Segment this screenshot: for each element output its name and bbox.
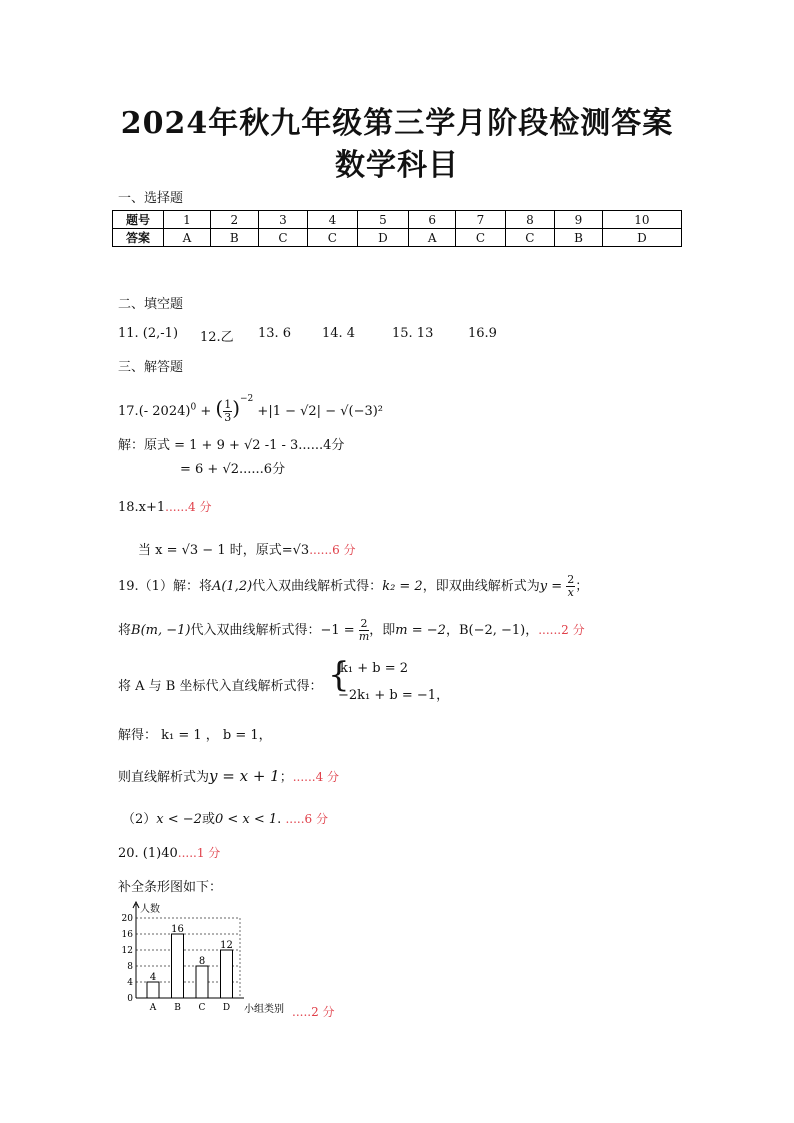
fill-answer-11: 11. (2,-1) [118, 326, 179, 341]
x-tick-label: C [198, 1003, 206, 1013]
q17-solution-line1: 解：原式 = 1 + 9 + √2 -1 - 3......4分 [118, 438, 345, 453]
bar-A [147, 982, 159, 998]
q19-k2: k₂ = 2 [382, 579, 423, 594]
q17-frac-den: 3 [224, 411, 232, 424]
answer-cell: B [555, 229, 603, 247]
page-subtitle: 数学科目 [335, 148, 459, 183]
q20-mark2: .....2 分 [292, 1005, 335, 1019]
row-header-answer: 答案 [113, 229, 164, 247]
q19-range2: 0 < x < 1 [214, 812, 278, 827]
q17-plus: + [200, 404, 212, 419]
q19-line1-end: ； [575, 579, 589, 594]
q20-line2: 补全条形图如下： [118, 880, 223, 895]
y-tick-label: 16 [121, 930, 133, 940]
question-number: 9 [555, 211, 603, 229]
q19-frac1-num: 2 [567, 573, 575, 586]
y-tick-label: 0 [127, 994, 133, 1004]
answer-cell: C [505, 229, 554, 247]
q19-frac1-den: x [567, 586, 574, 599]
q17-rest: +|1 − √2| − √(−3)² [257, 404, 384, 419]
answer-cell: D [357, 229, 409, 247]
bar-value-label: 4 [149, 972, 157, 983]
fill-answer-13: 13. 6 [258, 326, 292, 341]
q19-fraction-1 [566, 574, 575, 599]
answer-cell: D [602, 229, 681, 247]
y-tick-label: 20 [121, 914, 133, 924]
q19-line1 [118, 574, 588, 599]
q18-answer: 18.x+1 [118, 500, 166, 515]
q20-line1 [118, 844, 220, 861]
q19-y: y = [539, 579, 563, 594]
q19-line2 [118, 618, 585, 643]
question-number: 7 [456, 211, 505, 229]
q19-frac2-num: 2 [360, 617, 368, 630]
q17-expn2: −2 [240, 394, 254, 404]
answer-cell: B [210, 229, 258, 247]
q17-exp0: 0 [190, 402, 197, 413]
answer-cell: C [308, 229, 357, 247]
question-number: 10 [602, 211, 681, 229]
bar-value-label: 8 [198, 956, 206, 967]
q19-line6 [122, 808, 328, 827]
table-row [113, 229, 682, 247]
q19-mark6: .....6 分 [285, 812, 328, 826]
question-number: 4 [308, 211, 357, 229]
q19-point-a: A(1,2) [211, 579, 253, 594]
y-axis-label: 人数 [140, 904, 160, 915]
q19-point-b: B(m, −1) [131, 623, 191, 638]
x-tick-label: D [222, 1003, 231, 1013]
q18-line1 [118, 498, 212, 515]
bar-value-label: 12 [220, 940, 233, 951]
q19-line5 [118, 766, 339, 785]
q20-mark1: .....1 分 [177, 846, 221, 860]
q19-line4: 解得： k₁ = 1 ， b = 1， [118, 728, 272, 743]
x-tick-label: A [149, 1003, 157, 1013]
q19-range1: x < −2 [156, 812, 202, 827]
q19-eq2 [338, 684, 449, 703]
q19-line6-end: . [277, 812, 282, 827]
q17-term-a: (- 2024) [138, 404, 191, 419]
q19-eq2-text: −2k₁ + b = −1 [338, 688, 437, 703]
y-tick-label: 4 [127, 978, 133, 988]
q19-part2-label: （2） [122, 812, 157, 827]
fill-answer-15: 15. 13 [392, 326, 434, 341]
section2-heading: 二、填空题 [118, 297, 184, 312]
bar-C [196, 966, 208, 998]
q18-line2 [138, 539, 356, 558]
q19-line2-pre: 将 [118, 623, 132, 638]
q19-mark4: ......4 分 [292, 770, 340, 784]
q19-line3-end: ， [436, 688, 450, 703]
question-number: 6 [409, 211, 456, 229]
q18-mark2: ......6 分 [309, 543, 356, 557]
q17-fraction [223, 399, 232, 424]
question-number: 2 [210, 211, 258, 229]
q19-line5-end: ； [279, 770, 293, 785]
bar-B [172, 934, 184, 998]
q19-line1-pre: 19.（1）解：将 [118, 579, 212, 594]
q19-point-b-value: ，B(−2, −1)， [445, 623, 539, 638]
q19-line3-pre: 将 A 与 B 坐标代入直线解析式得： [118, 679, 323, 694]
q19-frac2-den: m [358, 630, 370, 643]
bar-value-label: 16 [171, 924, 184, 935]
x-tick-label: B [174, 1003, 181, 1013]
page-title: 2024年秋九年级第三学月阶段检测答案 [120, 106, 674, 141]
fill-answer-12: 12.乙 [200, 330, 234, 345]
bar-chart [116, 898, 346, 1020]
fill-answer-14: 14. 4 [322, 326, 356, 341]
q19-or: 或 [201, 812, 215, 827]
q18-evaluation: 当 x = √3 − 1 时，原式=√3 [138, 543, 310, 558]
answer-table [112, 210, 682, 247]
answer-cell: A [164, 229, 211, 247]
q19-fraction-2 [359, 618, 369, 643]
question-number: 5 [357, 211, 409, 229]
q19-line5-pre: 则直线解析式为 [118, 770, 210, 785]
q19-mark2: ......2 分 [538, 623, 585, 637]
q17-solution-line2: = 6 + √2......6分 [180, 462, 286, 477]
y-tick-label: 12 [121, 946, 133, 956]
q19-line1-mid: 代入双曲线解析式得： [252, 579, 383, 594]
section3-heading: 三、解答题 [118, 360, 184, 375]
q19-line2-eq: −1 = [320, 623, 355, 638]
q19-line1-post: ，即双曲线解析式为 [422, 579, 540, 594]
row-header-question: 题号 [113, 211, 164, 229]
fill-answer-16: 16.9 [468, 326, 497, 341]
q19-eq1: k₁ + b = 2 [340, 661, 408, 676]
q17-label: 17. [118, 404, 139, 419]
section1-heading: 一、选择题 [118, 191, 184, 206]
answer-cell: C [456, 229, 505, 247]
y-tick-label: 8 [127, 962, 133, 972]
q20-answer1: 20. (1)40 [118, 846, 178, 861]
answer-cell: A [409, 229, 456, 247]
q18-mark1: ......4 分 [165, 500, 212, 514]
q17-frac-num: 1 [224, 398, 232, 411]
q17-expression: 17.(- 2024)$^0$ + ( $\frac{1}{3}$ )$^{-2}$ +|1 − √2| − √(−3)² [118, 394, 384, 424]
question-number: 3 [258, 211, 307, 229]
q19-m-value: m = −2 [395, 623, 446, 638]
question-number: 8 [505, 211, 554, 229]
bar-D [221, 950, 233, 998]
question-number: 1 [164, 211, 211, 229]
x-axis-label: 小组类别 [244, 1004, 284, 1015]
q19-line2-mid: 代入双曲线解析式得： [190, 623, 321, 638]
q19-line2-post: ，即 [369, 623, 396, 638]
q19-system-brace: { [328, 655, 350, 695]
q19-line-equation: y = x + 1 [209, 767, 280, 785]
table-row [113, 211, 682, 229]
answer-cell: C [258, 229, 307, 247]
